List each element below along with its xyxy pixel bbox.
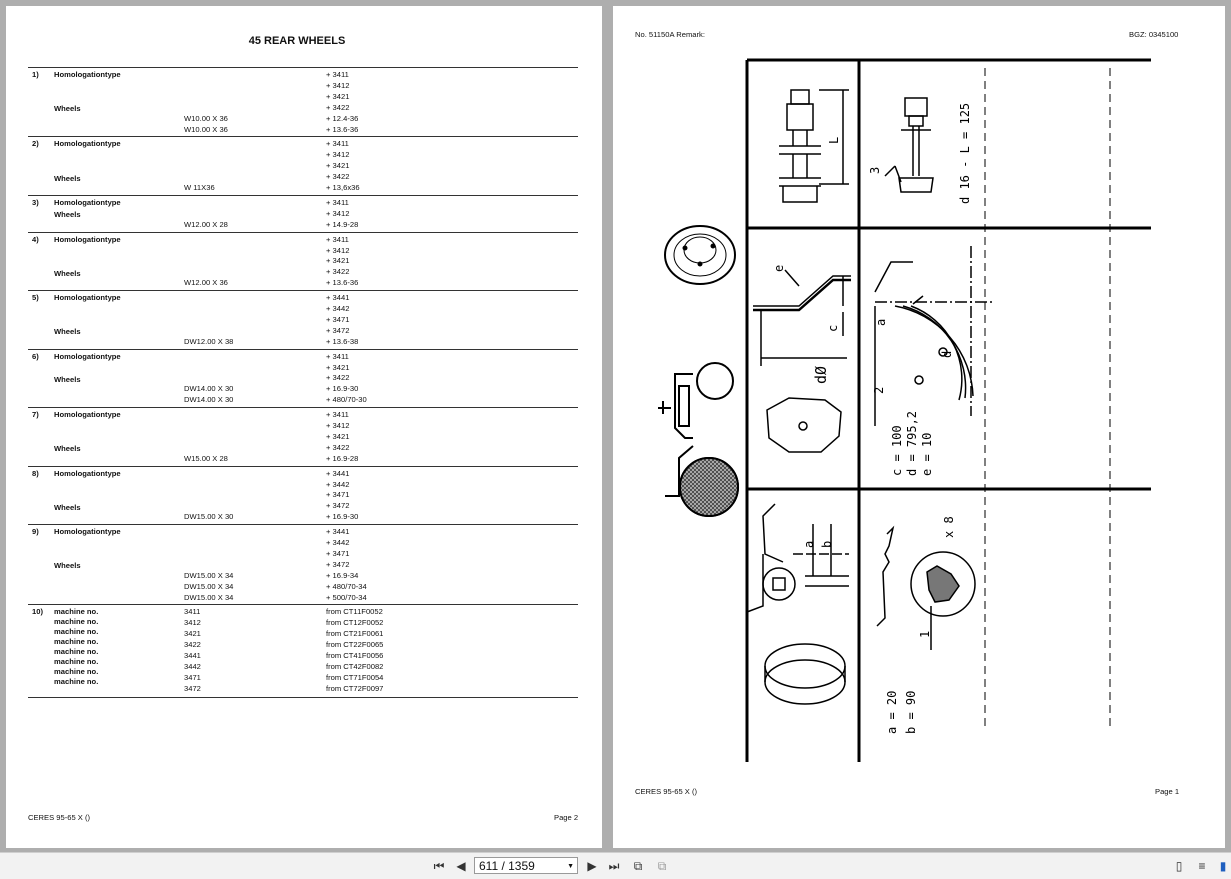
homologation-type: + 3422 [326,373,350,383]
homologation-type: + 3412 [326,80,350,90]
rim-c-label: c [826,324,840,332]
bolt-drawing [779,90,849,202]
section-number: 6) [32,351,39,361]
section-number: 10) [32,607,43,617]
footer-left: CERES 95-65 X () [28,813,91,822]
machine-label: machine no. [54,607,99,617]
tyre-size: + 16.9-30 [326,384,359,394]
tyre-size: + 16.9-34 [326,570,359,580]
bolt-callout: 3 [868,166,882,174]
table-divider [28,195,578,196]
hub-callout: 2 [872,386,886,394]
homologation-type: + 3411 [326,70,349,79]
homologation-type: + 3422 [326,267,350,277]
rim-diameter-label: dØ [812,365,830,384]
section-number: 5) [32,293,39,303]
homologation-label: Homologationtype [54,70,121,79]
homologation-type: + 3411 [326,351,349,361]
tyre-size: + 13.6-38 [326,336,359,346]
homologation-type: + 3421 [326,161,350,171]
rotate-page-icon[interactable]: ⧉ [633,859,643,873]
rim-e-label: e [772,264,786,272]
wheels-label: Wheels [54,210,81,220]
tyre-size: + 480/70-30 [326,395,367,405]
rim-size: W10.00 X 36 [184,113,228,123]
wheels-label: Wheels [54,173,81,183]
rim-offset-drawing [747,504,849,704]
continuous-view-icon[interactable]: ≡ [1198,859,1206,873]
serial-from: from CT41F0056 [326,651,384,660]
rim-size: DW15.00 X 34 [184,570,234,580]
homologation-type: + 3412 [326,421,350,430]
homologation-type: + 3442 [326,304,350,313]
homologation-label: Homologationtype [54,197,121,207]
tractor-icon [658,363,738,516]
rim-size: DW15.00 X 34 [184,592,234,602]
hub-e-label: e = 10 [920,432,934,476]
tyre-size: + 12.4-36 [326,113,359,123]
single-page-view-icon[interactable]: ▯ [1175,859,1183,873]
footer-page-number: Page 1 [1155,787,1180,796]
header-right: BGZ: 0345100 [1129,30,1179,39]
wheels-label: Wheels [54,268,81,278]
footer-page-number: Page 2 [554,813,579,822]
machine-type: 3411 [184,607,201,617]
document-page-right [613,6,1225,848]
table-divider [28,136,578,137]
rim-size: W12.00 X 28 [184,219,228,229]
page-number-input[interactable]: 611 / 1359 ▼ [474,857,578,874]
machine-label: machine no. [54,656,99,666]
rim-size: DW12.00 X 38 [184,336,234,346]
table-divider [28,67,578,68]
rim-size: W 11X36 [184,183,215,192]
serial-from: from CT71F0054 [326,672,384,682]
tyre-size: + 500/70-34 [326,592,367,602]
rim-size: DW14.00 X 30 [184,384,234,394]
offset-b-label: b [820,540,834,548]
machine-type: 3421 [184,629,201,639]
tyre-size: + 16.9-28 [326,453,359,463]
homologation-label: Homologationtype [54,293,121,303]
serial-from: from CT72F0097 [326,683,384,693]
bolt-spec: d 16 - L = 125 [958,102,972,204]
hub-c-label: c = 100 [890,425,904,476]
homologation-type: + 3421 [326,362,350,372]
bolt-small-drawing [885,98,933,192]
two-page-view-icon[interactable]: ▮ [1219,859,1227,873]
rear-wheel-drawing [613,6,1225,848]
hub-d-label: d = 795,2 [905,410,919,476]
rim-size: W12.00 X 36 [184,278,228,288]
wheel-icon [665,226,735,284]
machine-label: machine no. [54,647,99,656]
clip-quantity-label: x 8 [942,516,956,538]
tyre-size: + 16.9-30 [326,512,359,522]
bolt-length-label: L [827,136,841,144]
homologation-type: + 3471 [326,548,350,558]
homologation-type: + 3422 [326,102,350,112]
homologation-label: Homologationtype [54,234,121,244]
section-number: 2) [32,139,39,149]
table-divider [28,349,578,350]
homologation-type: + 3471 [326,314,350,324]
rim-size: W15.00 X 28 [184,453,228,463]
last-page-icon[interactable]: ⏭ [608,859,620,873]
next-page-icon[interactable]: ▶ [587,859,597,873]
table-divider [28,290,578,291]
wheels-label: Wheels [54,502,81,512]
homologation-type: + 3472 [326,559,350,569]
section-number: 3) [32,197,39,207]
rim-section-drawing [753,270,851,452]
homologation-label: Homologationtype [54,351,121,361]
machine-label: machine no. [54,627,99,637]
first-page-icon[interactable]: ⏮ [433,859,445,873]
homologation-type: + 3411 [326,234,349,244]
machine-type: 3412 [184,618,201,628]
tyre-size: + 14.9-28 [326,219,359,229]
homologation-type: + 3442 [326,538,350,547]
homologation-type: + 3411 [326,139,349,149]
serial-from: from CT12F0052 [326,618,384,628]
homologation-type: + 3441 [326,468,350,478]
fit-page-icon[interactable]: ⧉ [657,859,667,873]
tyre-size: + 13.6-36 [326,124,359,134]
machine-type: 3471 [184,672,201,682]
homologation-type: + 3421 [326,256,350,266]
section-number: 4) [32,234,39,244]
machine-type: 3422 [184,640,201,650]
rim-size: DW15.00 X 30 [184,512,234,522]
serial-from: from CT21F0061 [326,629,384,639]
section-number: 1) [32,70,39,79]
page-title: 45 REAR WHEELS [248,35,346,47]
table-divider [28,697,578,698]
table-divider [28,232,578,233]
pdf-toolbar [0,852,1231,879]
table-divider [28,466,578,467]
tyre-size: + 480/70-34 [326,581,367,591]
table-divider [28,407,578,408]
wheels-label: Wheels [54,374,81,384]
rim-size: DW15.00 X 34 [184,581,234,591]
machine-label: machine no. [54,617,99,627]
homologation-type: + 3441 [326,293,350,303]
clip-callout: 1 [918,630,932,638]
homologation-type: + 3412 [326,150,350,160]
table-divider [28,604,578,605]
machine-label: machine no. [54,676,99,686]
homologation-label: Homologationtype [54,527,121,537]
document-page-left [6,6,602,848]
wheels-label: Wheels [54,327,81,337]
wheels-label: Wheels [54,444,81,454]
homologation-label: Homologationtype [54,139,121,149]
homologation-label: Homologationtype [54,410,121,420]
previous-page-icon[interactable]: ◀ [456,859,466,873]
homologation-type: + 3411 [326,197,349,207]
hub-d-mark: d [940,350,954,358]
offset-a-label: a [802,540,816,548]
serial-from: from CT42F0082 [326,661,384,671]
homologation-type: + 3422 [326,172,350,182]
wheels-label: Wheels [54,104,81,114]
machine-label: machine no. [54,637,99,647]
dimension-b-label: b = 90 [904,690,918,734]
section-number: 8) [32,468,39,478]
homologation-type: + 3441 [326,527,350,537]
table-divider [28,524,578,525]
homologation-type: + 3472 [326,501,350,511]
homologation-type: + 3472 [326,325,350,335]
tyre-size: + 13,6x36 [326,183,360,192]
section-number: 7) [32,410,39,420]
hub-a-mark: a [874,318,888,326]
dimension-a-label: a = 20 [885,690,899,734]
homologation-type: + 3421 [326,431,350,441]
serial-from: from CT22F0065 [326,640,384,650]
homologation-type: + 3421 [326,91,350,101]
homologation-type: + 3471 [326,490,350,500]
homologation-type: + 3412 [326,245,350,255]
section-number: 9) [32,527,39,537]
machine-type: 3441 [184,651,201,660]
homologation-label: Homologationtype [54,468,121,478]
homologation-type: + 3412 [326,208,350,218]
footer-left: CERES 95-65 X () [635,787,698,796]
machine-type: 3472 [184,683,201,693]
header-left: No. 51150A Remark: [635,30,705,39]
machine-label: machine no. [54,666,99,676]
homologation-type: + 3442 [326,479,350,489]
tyre-size: + 13.6-36 [326,278,359,288]
rim-size: W10.00 X 36 [184,124,228,134]
wheels-label: Wheels [54,561,81,571]
machine-type: 3442 [184,661,201,671]
serial-from: from CT11F0052 [326,607,383,617]
homologation-type: + 3422 [326,442,350,452]
rim-size: DW14.00 X 30 [184,395,234,405]
homologation-type: + 3411 [326,410,349,420]
hub-drawing [875,246,993,426]
